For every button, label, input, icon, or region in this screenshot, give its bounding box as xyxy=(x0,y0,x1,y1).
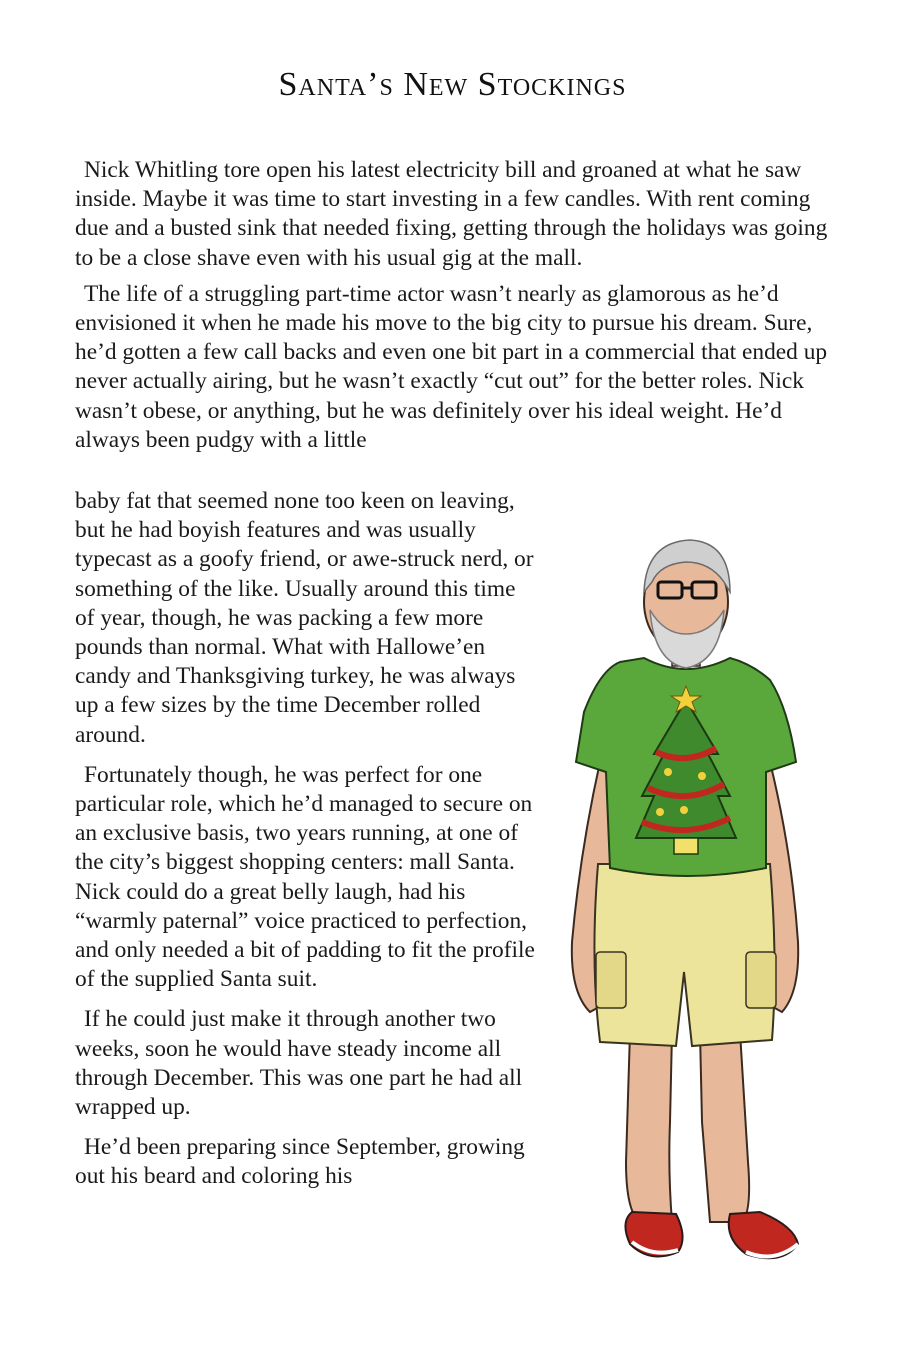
body-text-column xyxy=(75,487,535,1203)
body-text-full-width xyxy=(75,156,835,462)
tree-trunk xyxy=(674,838,698,854)
paragraph-4: If he could just make it through another two weeks, soon he would have steady income all through December. This was one part he had all wrapped up. xyxy=(75,1006,523,1121)
character-illustration xyxy=(560,522,810,1277)
right-cargo-pocket xyxy=(746,952,776,1008)
chapter-title: Santa’s New Stockings xyxy=(278,66,627,103)
paragraph-1: Nick Whitling tore open his latest electricity bill and groaned at what he saw inside. Maybe it was time to start investing in a few candles. With rent coming due and a busted sink that needed fixing, getting through the holidays was going to be a close shave even with his usual gig at the mall. xyxy=(75,157,828,271)
paragraph-3: Fortunately though, he was perfect for one particular role, which he’d managed to secure on an exclusive basis, two years running, at one of the city’s biggest shopping centers: mall Santa. Nick could do a great belly laugh, had his “warmly paternal” voice practiced to perfection, and only needed a bit of padding to fit the profile of the supplied Santa suit. xyxy=(75,761,535,993)
paragraph-2-start: The life of a struggling part-time actor wasn’t nearly as glamorous as he’d envisioned it when he made his move to the big city to pursue his dream. Sure, he’d gotten a few call backs and even one bit part in a commercial that ended up never actually airing, but he wasn’t exactly “cut out” for the better roles. Nick wasn’t obese, or anything, but he was definitely over his ideal weight. He’d always been pudgy with a little xyxy=(75,280,828,453)
paragraph-5: He’d been preparing since September, growing out his beard and coloring his xyxy=(75,1134,525,1190)
left-cargo-pocket xyxy=(596,952,626,1008)
left-leg xyxy=(626,1032,672,1222)
right-leg xyxy=(700,1032,749,1222)
paragraph-2-continued: baby fat that seemed none too keen on leaving, but he had boyish features and was usually typecast as a goofy friend, or awe-struck nerd, or something of the like. Usually around this time of year, though, he was packing a few more pounds than normal. What with Hallowe’en candy and Thanksgiving turkey, he was always up a few sizes by the time December rolled around. xyxy=(75,488,534,748)
